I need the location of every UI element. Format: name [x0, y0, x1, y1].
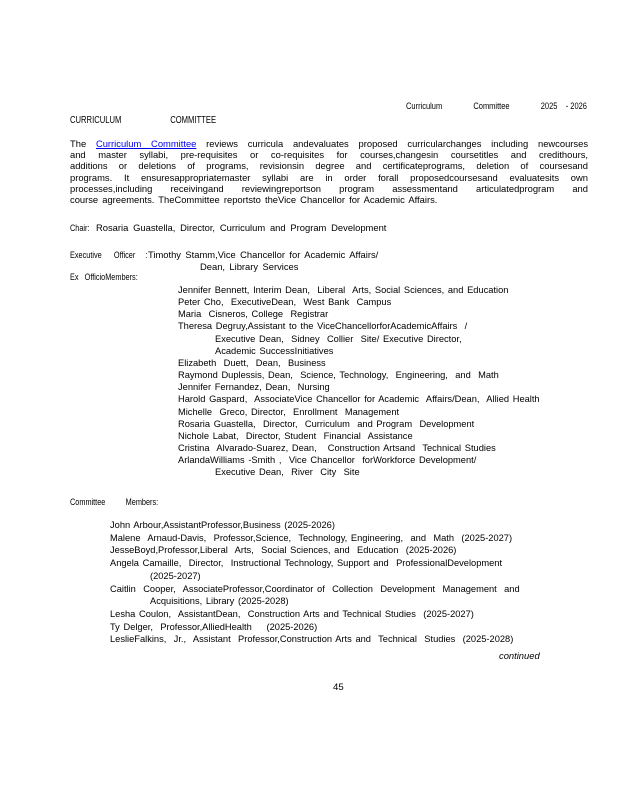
ex-officio-member: ArlandaWilliams -Smith , Vice Chancellor forWorkforce Development/ — [178, 455, 477, 466]
committee-member: Caitlin Cooper, AssociateProfessor,Coordinator of Collection Development Management and — [110, 583, 520, 594]
page-title — [70, 115, 257, 126]
ex-officio-member: Rosaria Guastella, Director, Curriculum and Program Development — [178, 418, 475, 429]
intro-line-4: programs. It ensuresappropriatemaster syllabi are in order forall proposedcoursesand evaluatesits own — [70, 171, 588, 183]
chair-value: Rosaria Guastella, Director, Curriculum and Program Development — [96, 222, 387, 233]
committee-member: LeslieFalkins, Jr., Assistant Professor,Construction Arts and Technical Studies (2025-2028) — [110, 634, 514, 645]
committee-member: John Arbour,AssistantProfessor,Business (2025-2026) — [110, 520, 335, 530]
running-header — [0, 101, 587, 112]
ex-officio-member: Michelle Greco, Director, Enrollment Management — [178, 406, 400, 417]
intro-line-5: processes,including receivingand reviewingreportson program assessmentand articulatedprogram and — [70, 182, 588, 194]
ex-officio-member: Cristina Alvarado-Suarez, Dean, Construction Artsand Technical Studies — [178, 443, 496, 454]
continued-note: continued — [499, 650, 540, 661]
executive-officer-value — [148, 249, 378, 272]
ex-officio-member-continuation: Academic SuccessInitiatives — [215, 345, 334, 356]
committee-member-continuation: (2025-2027) — [150, 570, 201, 581]
intro-line-6: course agreements. TheCommittee reportsto theVice Chancellor for Academic Affairs. — [70, 194, 438, 206]
committee-member: Lesha Coulon, AssistantDean, Construction Arts and Technical Studies (2025-2027) — [110, 608, 474, 619]
intro-paragraph — [70, 138, 588, 205]
ex-officio-member: Harold Gaspard, AssociateVice Chancellor for Academic Affairs/Dean, Allied Health — [178, 394, 540, 405]
page-title-text: CURRICULUM COMMITTEE — [70, 115, 217, 126]
running-header-text: Curriculum Committee 2025 - 2026 — [406, 101, 587, 112]
committee-members-label: Committee Members: — [70, 496, 159, 507]
intro-line-3: additions or deletions of programs, revisionsin degree and certificateprograms, deletion of coursesand — [70, 160, 588, 172]
ex-officio-member-list — [178, 284, 540, 479]
ex-officio-label: Ex OfficioMembers: — [70, 271, 138, 282]
ex-officio-member-continuation: Executive Dean, River City Site — [215, 467, 360, 478]
executive-officer-line-1: Timothy Stamm,Vice Chancellor for Academic Affairs/ — [148, 249, 379, 260]
intro-line-2: and master syllabi, pre-requisites or co-requisites for courses,changesin coursetitles and credithours, — [70, 149, 588, 161]
intro-line1-prefix: The — [70, 138, 96, 149]
committee-member-list — [110, 519, 520, 646]
page-number: 45 — [333, 682, 344, 693]
ex-officio-member: Elizabeth Duett, Dean, Business — [178, 357, 326, 368]
committee-member: Ty Delger, Professor,AlliedHealth (2025-2026) — [110, 621, 318, 632]
chair-row — [70, 222, 386, 233]
ex-officio-member: Theresa Degruy,Assistant to the ViceChancellorforAcademicAffairs / — [178, 321, 468, 332]
intro-line-1 — [70, 138, 588, 149]
curriculum-committee-link[interactable]: Curriculum Committee — [95, 138, 197, 149]
ex-officio-member: Maria Cisneros, College Registrar — [178, 309, 329, 320]
committee-member-continuation: Acquisitions, Library (2025-2028) — [150, 596, 289, 607]
ex-officio-member: Raymond Duplessis, Dean, Science, Technology, Engineering, and Math — [178, 370, 499, 381]
committee-member: Malene Arnaud-Davis, Professor,Science, Technology, Engineering, and Math (2025-2027) — [110, 532, 513, 543]
intro-line1-rest: reviews curricula andevaluates proposed curricularchanges including newcourses — [196, 138, 589, 149]
ex-officio-member: Peter Cho, ExecutiveDean, West Bank Campus — [178, 297, 392, 308]
committee-member: JesseBoyd,Professor,Liberal Arts, Social Sciences, and Education (2025-2026) — [110, 545, 457, 556]
ex-officio-member: Jennifer Bennett, Interim Dean, Liberal Arts, Social Sciences, and Education — [178, 285, 509, 295]
ex-officio-member-continuation: Executive Dean, Sidney Collier Site/ Executive Director, — [215, 333, 462, 344]
ex-officio-member: Nichole Labat, Director, Student Financial Assistance — [178, 430, 413, 441]
executive-officer-row — [70, 249, 378, 272]
executive-officer-line-2: Dean, Library Services — [200, 260, 299, 272]
executive-officer-label: Executive Officer : — [70, 249, 148, 260]
committee-member: Angela Camaille, Director, Instructional Technology, Support and ProfessionalDevelopment — [110, 558, 503, 569]
chair-label: Chair: — [70, 222, 90, 233]
ex-officio-member: Jennifer Fernandez, Dean, Nursing — [178, 382, 330, 393]
